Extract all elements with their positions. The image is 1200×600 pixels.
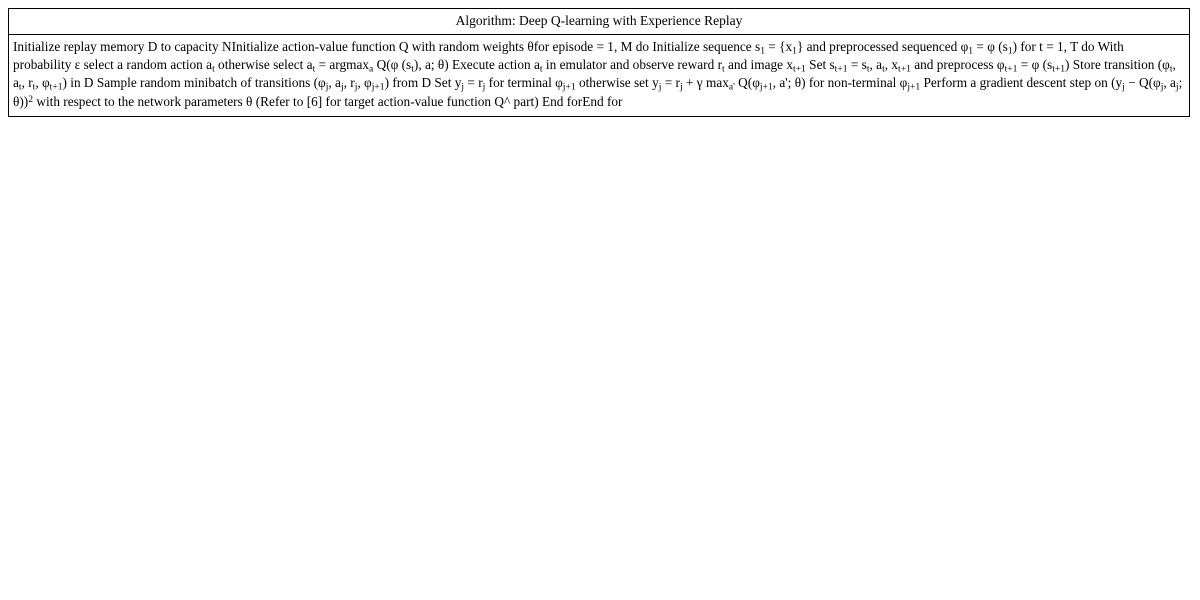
algorithm-title: Algorithm: Deep Q-learning with Experience Replay (9, 9, 1189, 35)
algorithm-box (8, 8, 1190, 117)
algorithm-body (9, 35, 1189, 116)
algorithm-text-segment: Initialize replay memory D to capacity NInitialize action-value function Q with random weights θfor episode = 1, M do Initialize sequence $s_1 = \{x_1\}$ and preprocessed sequenced $\varphi_1 = \varphi$ $(s_1)$ for t = 1, T do With probability ε select a random action $a_t$ otherwise select $a_t = argmax_a$ Q(φ $(s_t)$, a; θ) Execute action $a_t$ in emulator and observe reward $r_t$ and image $x_{t+1}$ Set $s_{t+1} = s_t$, $a_t$, $x_{t+1}$ and preprocess $\varphi_{t+1} = \varphi$ $(s_{t+1})$ Store transition ($\varphi_t$, $a_t$, $r_t$, $\varphi_{t+1}$) in D Sample random minibatch of transitions ($\varphi_j$, $a_j$, $r_j$, $\varphi_{j+1}$) from D Set $y_j = r_j$ for terminal $\varphi_{j+1}$ otherwise set $y_j = r_j + \gamma$ $\max_{a'} Q(\varphi_{j+1}$, a'; θ) for non-terminal $\varphi_{j+1}$ Perform a gradient descent step on ($y_j - Q(\varphi_j$, $a_j$; θ))$^2$ with respect to the network parameters θ (Refer to [6] for target action-value function Q^ part) End forEnd for (13, 39, 1183, 109)
